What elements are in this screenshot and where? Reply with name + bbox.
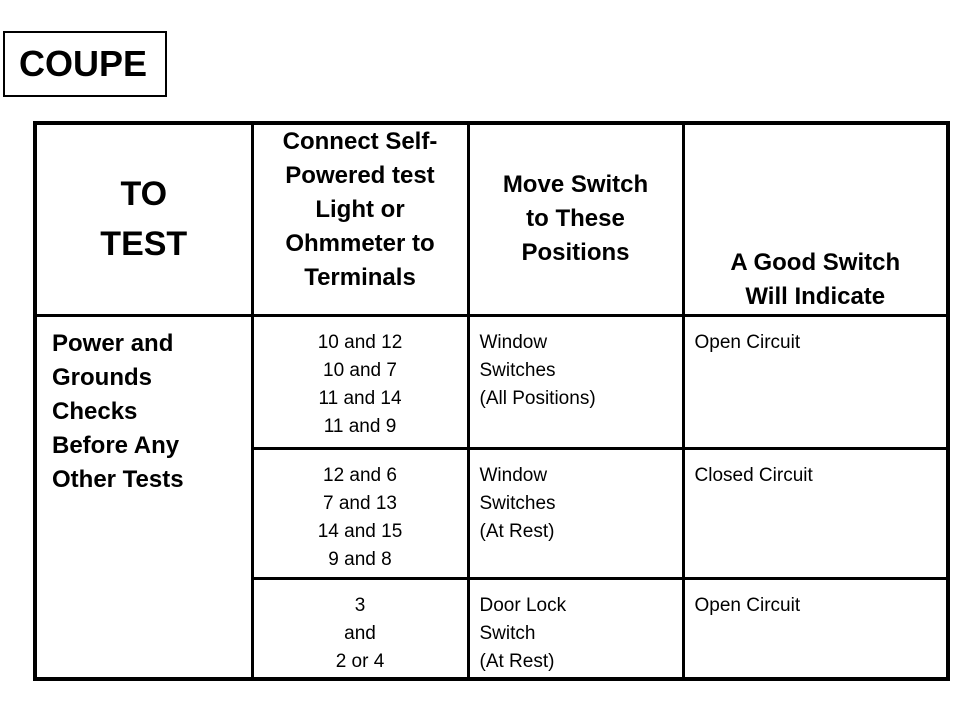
switch-test-table	[33, 121, 950, 681]
terminal-pair: 10 and 12	[317, 331, 403, 353]
positions-cell	[468, 315, 683, 448]
header-text-line: Light or	[315, 196, 405, 223]
header-text-line: Terminals	[304, 264, 416, 291]
header-text-line: Powered test	[285, 162, 435, 189]
result-cell	[683, 448, 948, 578]
purpose-text-line: Checks	[52, 397, 138, 425]
position-text-line: (At Rest)	[479, 650, 555, 672]
terminal-pair: 11 and 14	[318, 387, 402, 409]
purpose-text-line: Power and	[52, 329, 174, 357]
terminal-pair: 11 and 9	[323, 415, 397, 437]
result-text: Closed Circuit	[694, 464, 813, 486]
position-text-line: Switch	[479, 622, 536, 644]
position-text-line: (At Rest)	[479, 520, 555, 542]
position-text-line: Window	[479, 464, 548, 486]
positions-cell	[468, 578, 683, 679]
header-text-line: Connect Self-	[282, 128, 438, 155]
terminal-pair: 10 and 7	[323, 359, 397, 381]
position-text-line: Switches	[479, 359, 556, 381]
position-text-line: Switches	[479, 492, 556, 514]
table-row	[35, 315, 948, 448]
header-text-line: Will Indicate	[745, 282, 886, 310]
terminal-pair: 7 and 13	[323, 492, 397, 514]
terminals-cell	[252, 315, 468, 448]
header-row	[35, 123, 948, 315]
position-text-line: Window	[479, 331, 548, 353]
position-text-line: Door Lock	[479, 594, 567, 616]
position-text-line: (All Positions)	[479, 387, 596, 409]
terminal-pair: 2 or 4	[335, 650, 385, 672]
header-text-line: A Good Switch	[730, 248, 901, 276]
header-text-line: to These	[526, 205, 625, 233]
terminal-pair: 14 and 15	[317, 520, 403, 542]
positions-cell	[468, 448, 683, 578]
header-text-line: TEST	[100, 225, 188, 264]
header-good-switch	[683, 123, 948, 315]
header-text-line: Move Switch	[502, 171, 649, 199]
title-box	[3, 31, 167, 97]
result-cell	[683, 578, 948, 679]
purpose-text-line: Other Tests	[52, 465, 184, 493]
terminal-pair: and	[344, 622, 376, 644]
header-connect-terminals	[252, 123, 468, 315]
purpose-text-line: Grounds	[52, 363, 152, 391]
purpose-text-line: Before Any	[52, 431, 180, 459]
terminals-cell	[252, 448, 468, 578]
terminal-pair: 3	[354, 594, 366, 616]
terminals-cell	[252, 578, 468, 679]
header-move-switch	[468, 123, 683, 315]
page-title: COUPE	[19, 43, 148, 84]
header-to-test	[35, 123, 252, 315]
result-text: Open Circuit	[694, 331, 801, 353]
terminal-pair: 9 and 8	[328, 548, 392, 570]
terminal-pair: 12 and 6	[323, 464, 397, 486]
header-text-line: TO	[120, 175, 168, 214]
result-cell	[683, 315, 948, 448]
test-purpose-cell	[35, 315, 252, 679]
result-text: Open Circuit	[694, 594, 801, 616]
header-text-line: Ohmmeter to	[285, 230, 435, 257]
header-text-line: Positions	[521, 239, 630, 267]
